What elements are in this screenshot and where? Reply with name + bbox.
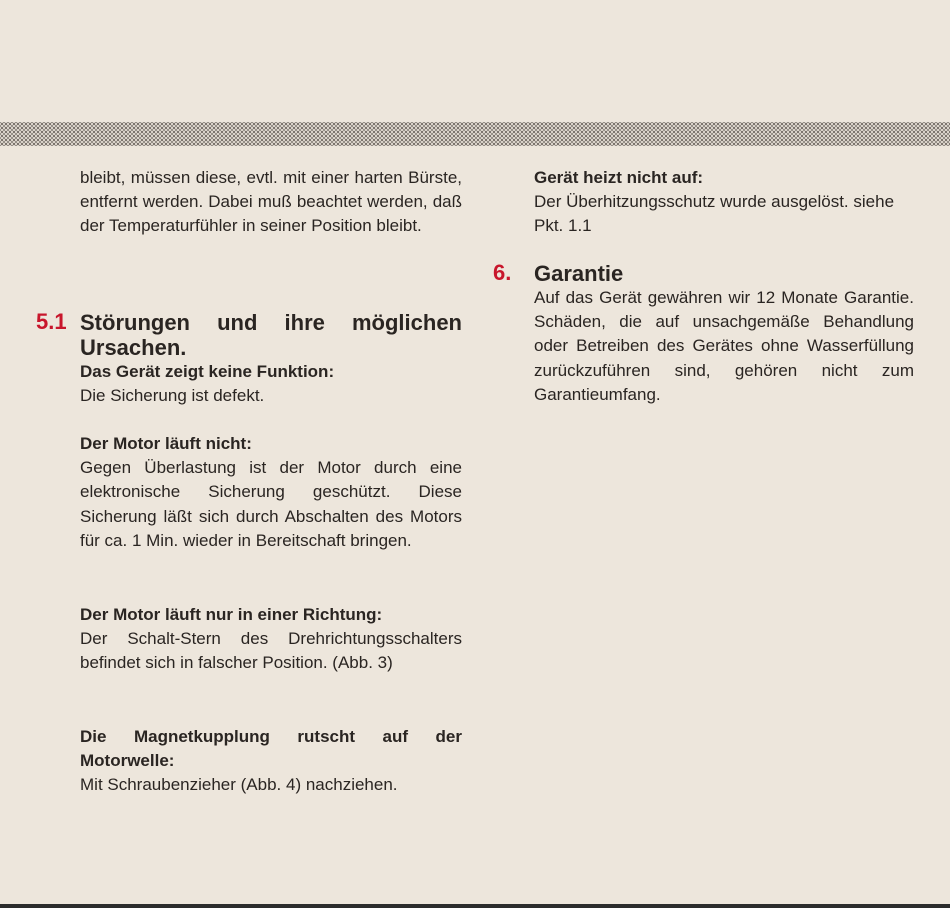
trouble-item-one-direction (80, 603, 462, 676)
item-heading: Das Gerät zeigt keine Funktion: (80, 362, 335, 381)
item-text: Gegen Überlastung ist der Motor durch eine elektronische Sicherung geschützt. Diese Sicherung läßt sich durch Abschalten des Motors für ca. 1 Min. wieder in Bereitschaft bringen. (80, 458, 462, 550)
item-heading: Der Motor läuft nur in einer Richtung: (80, 605, 383, 624)
item-text: Der Überhitzungsschutz wurde ausgelöst. siehe Pkt. 1.1 (534, 192, 895, 236)
trouble-item-no-heating (534, 166, 914, 239)
item-heading: Der Motor läuft nicht: (80, 434, 252, 453)
intro-paragraph (80, 166, 462, 239)
section-title: Störungen und ihre möglichen Ursachen. (80, 310, 462, 360)
warranty-text: Auf das Gerät gewähren wir 12 Monate Garantie. Schäden, die auf unsachgemäße Behandlung oder Betreiben des Gerätes ohne Wasserfüllung zurückzuführen sind, gehören nicht zum Garantieumfang. (534, 288, 914, 404)
trouble-item-motor-not-running (80, 432, 462, 553)
item-heading: Gerät heizt nicht auf: (534, 168, 704, 187)
halftone-band (0, 122, 950, 146)
bottom-border (0, 904, 950, 908)
section-title: Garantie (534, 261, 624, 286)
item-text: Der Schalt-Stern des Drehrichtungsschalters befindet sich in falscher Position. (Abb. 3) (80, 629, 462, 673)
item-heading: Die Magnetkupplung rutscht auf der Motorwelle: (80, 727, 462, 771)
trouble-item-no-function (80, 360, 462, 408)
section-number: 5.1 (36, 309, 67, 334)
section-number: 6. (493, 260, 512, 285)
item-text: Die Sicherung ist defekt. (80, 386, 265, 406)
item-text: Mit Schraubenzieher (Abb. 4) nachziehen. (80, 775, 398, 795)
intro-text: bleibt, müssen diese, evtl. mit einer harten Bürste, entfernt werden. Dabei muß beachtet werden, daß der Temperaturfühler in seiner Position bleibt. (80, 168, 462, 236)
trouble-item-magnetic-coupling (80, 725, 462, 798)
